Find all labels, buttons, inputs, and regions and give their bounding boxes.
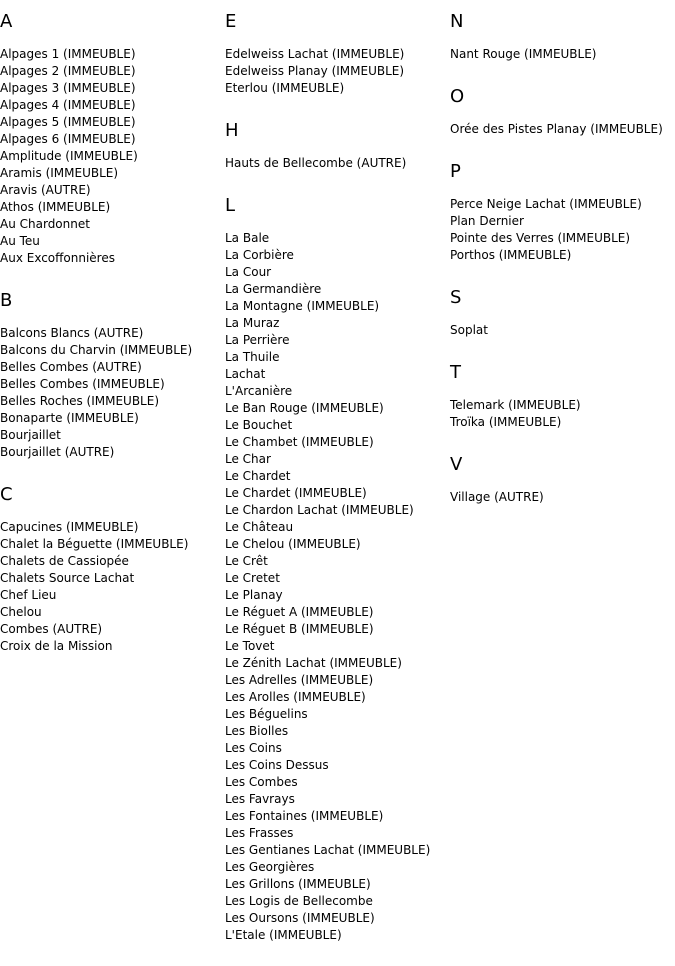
residence-link[interactable]: La Montagne (IMMEUBLE) [225, 299, 380, 313]
residence-link[interactable]: Les Béguelins [225, 707, 308, 721]
residence-link[interactable]: Le Réguet A (IMMEUBLE) [225, 605, 374, 619]
residence-link[interactable]: Le Cretet [225, 571, 280, 585]
residence-link[interactable]: Les Georgières [225, 860, 315, 874]
letter-section-l [225, 194, 450, 944]
residence-link[interactable]: Les Combes [225, 775, 298, 789]
residence-link[interactable]: Croix de la Mission [0, 639, 113, 653]
residence-link[interactable]: Troïka (IMMEUBLE) [450, 415, 562, 429]
residence-link[interactable]: La Germandière [225, 282, 322, 296]
residence-link[interactable]: Village (AUTRE) [450, 490, 544, 504]
letter-heading: H [225, 120, 239, 141]
residence-link[interactable]: Lachat [225, 367, 266, 381]
residence-link[interactable]: Soplat [450, 323, 488, 337]
residence-link[interactable]: Le Chardet [225, 469, 291, 483]
residence-link[interactable]: Les Oursons (IMMEUBLE) [225, 911, 375, 925]
residence-link[interactable]: Telemark (IMMEUBLE) [450, 398, 581, 412]
letter-heading: C [0, 484, 13, 505]
residence-link[interactable]: Les Favrays [225, 792, 295, 806]
residence-link[interactable]: Alpages 1 (IMMEUBLE) [0, 47, 136, 61]
residence-link[interactable]: Le Château [225, 520, 294, 534]
letter-section-o [450, 85, 675, 138]
residence-link[interactable]: Nant Rouge (IMMEUBLE) [450, 47, 597, 61]
letter-section-p [450, 160, 675, 264]
letter-heading: O [450, 86, 465, 107]
letter-heading: V [450, 454, 463, 475]
letter-section-t [450, 361, 675, 431]
residence-link[interactable]: Alpages 6 (IMMEUBLE) [0, 132, 136, 146]
residence-link[interactable]: Le Chardet (IMMEUBLE) [225, 486, 367, 500]
residence-link[interactable]: Chalets Source Lachat [0, 571, 135, 585]
residence-link[interactable]: Alpages 3 (IMMEUBLE) [0, 81, 136, 95]
residence-link[interactable]: Au Chardonnet [0, 217, 90, 231]
residence-link[interactable]: Bourjaillet (AUTRE) [0, 445, 115, 459]
residence-link[interactable]: La Cour [225, 265, 272, 279]
residence-link[interactable]: Au Teu [0, 234, 40, 248]
letter-heading: T [450, 362, 461, 383]
residence-link[interactable]: Aux Excoffonnières [0, 251, 115, 265]
residence-link[interactable]: La Bale [225, 231, 270, 245]
residence-link[interactable]: Le Réguet B (IMMEUBLE) [225, 622, 374, 636]
residence-link[interactable]: Le Zénith Lachat (IMMEUBLE) [225, 656, 402, 670]
letter-section-n [450, 10, 675, 63]
residence-link[interactable]: Belles Roches (IMMEUBLE) [0, 394, 159, 408]
residence-link[interactable]: Balcons Blancs (AUTRE) [0, 326, 144, 340]
residence-link[interactable]: Belles Combes (AUTRE) [0, 360, 142, 374]
residence-link[interactable]: Le Tovet [225, 639, 275, 653]
letter-heading: P [450, 161, 461, 182]
residence-link[interactable]: L'Etale (IMMEUBLE) [225, 928, 342, 942]
residence-link[interactable]: Alpages 2 (IMMEUBLE) [0, 64, 136, 78]
letter-heading: B [0, 290, 13, 311]
residence-link[interactable]: Le Planay [225, 588, 283, 602]
index-column-2 [225, 10, 450, 966]
letter-heading: N [450, 11, 464, 32]
residence-link[interactable]: Orée des Pistes Planay (IMMEUBLE) [450, 122, 663, 136]
index-column-1 [0, 10, 225, 677]
residence-link[interactable]: Le Bouchet [225, 418, 293, 432]
letter-section-b [0, 289, 225, 461]
residence-link[interactable]: Alpages 5 (IMMEUBLE) [0, 115, 136, 129]
residence-link[interactable]: Combes (AUTRE) [0, 622, 103, 636]
letter-section-c [0, 483, 225, 655]
residence-link[interactable]: Plan Dernier [450, 214, 524, 228]
residence-link[interactable]: Aravis (AUTRE) [0, 183, 91, 197]
residence-link[interactable]: Capucines (IMMEUBLE) [0, 520, 139, 534]
residence-link[interactable]: Aramis (IMMEUBLE) [0, 166, 119, 180]
residence-link[interactable]: Chelou [0, 605, 42, 619]
residence-link[interactable]: Eterlou (IMMEUBLE) [225, 81, 345, 95]
residence-link[interactable]: Les Grillons (IMMEUBLE) [225, 877, 371, 891]
letter-section-s [450, 286, 675, 339]
residence-link[interactable]: Chef Lieu [0, 588, 57, 602]
residence-link[interactable]: Perce Neige Lachat (IMMEUBLE) [450, 197, 642, 211]
residence-link[interactable]: Balcons du Charvin (IMMEUBLE) [0, 343, 193, 357]
residence-link[interactable]: Les Frasses [225, 826, 294, 840]
residence-link[interactable]: Les Gentianes Lachat (IMMEUBLE) [225, 843, 431, 857]
letter-heading: E [225, 11, 237, 32]
residence-link[interactable]: Les Logis de Bellecombe [225, 894, 373, 908]
residence-link[interactable]: Edelweiss Planay (IMMEUBLE) [225, 64, 405, 78]
residence-link[interactable]: Belles Combes (IMMEUBLE) [0, 377, 165, 391]
residence-link[interactable]: Les Biolles [225, 724, 289, 738]
letter-section-h [225, 119, 450, 172]
residence-link[interactable]: Le Crêt [225, 554, 268, 568]
residence-link[interactable]: Bourjaillet [0, 428, 61, 442]
letter-heading: S [450, 287, 462, 308]
residence-link[interactable]: Le Chelou (IMMEUBLE) [225, 537, 361, 551]
residence-link[interactable]: Les Arolles (IMMEUBLE) [225, 690, 366, 704]
residence-link[interactable]: Hauts de Bellecombe (AUTRE) [225, 156, 407, 170]
residence-link[interactable]: Le Ban Rouge (IMMEUBLE) [225, 401, 384, 415]
residence-link[interactable]: Edelweiss Lachat (IMMEUBLE) [225, 47, 405, 61]
residence-link[interactable]: Les Coins Dessus [225, 758, 329, 772]
residence-link[interactable]: Les Adrelles (IMMEUBLE) [225, 673, 374, 687]
residence-link[interactable]: Alpages 4 (IMMEUBLE) [0, 98, 136, 112]
residence-link[interactable]: Chalet la Béguette (IMMEUBLE) [0, 537, 189, 551]
residence-link[interactable]: Le Chardon Lachat (IMMEUBLE) [225, 503, 414, 517]
letter-heading: A [0, 11, 13, 32]
letter-section-a [0, 10, 225, 267]
residence-link[interactable]: Athos (IMMEUBLE) [0, 200, 111, 214]
index-column-3 [450, 10, 675, 528]
residence-link[interactable]: Les Coins [225, 741, 282, 755]
residence-link[interactable]: Amplitude (IMMEUBLE) [0, 149, 138, 163]
residence-link[interactable]: Les Fontaines (IMMEUBLE) [225, 809, 384, 823]
residence-link[interactable]: La Perrière [225, 333, 290, 347]
residence-link[interactable]: La Thuile [225, 350, 280, 364]
residence-link[interactable]: L'Arcanière [225, 384, 293, 398]
residence-link[interactable]: La Corbière [225, 248, 294, 262]
residence-link[interactable]: La Muraz [225, 316, 280, 330]
residence-link[interactable]: Pointe des Verres (IMMEUBLE) [450, 231, 631, 245]
residence-link[interactable]: Le Chambet (IMMEUBLE) [225, 435, 374, 449]
letter-section-v [450, 453, 675, 506]
residence-link[interactable]: Porthos (IMMEUBLE) [450, 248, 572, 262]
letter-section-e [225, 10, 450, 97]
residence-link[interactable]: Bonaparte (IMMEUBLE) [0, 411, 139, 425]
letter-heading: L [225, 195, 236, 216]
residence-link[interactable]: Chalets de Cassiopée [0, 554, 129, 568]
residence-link[interactable]: Le Char [225, 452, 271, 466]
